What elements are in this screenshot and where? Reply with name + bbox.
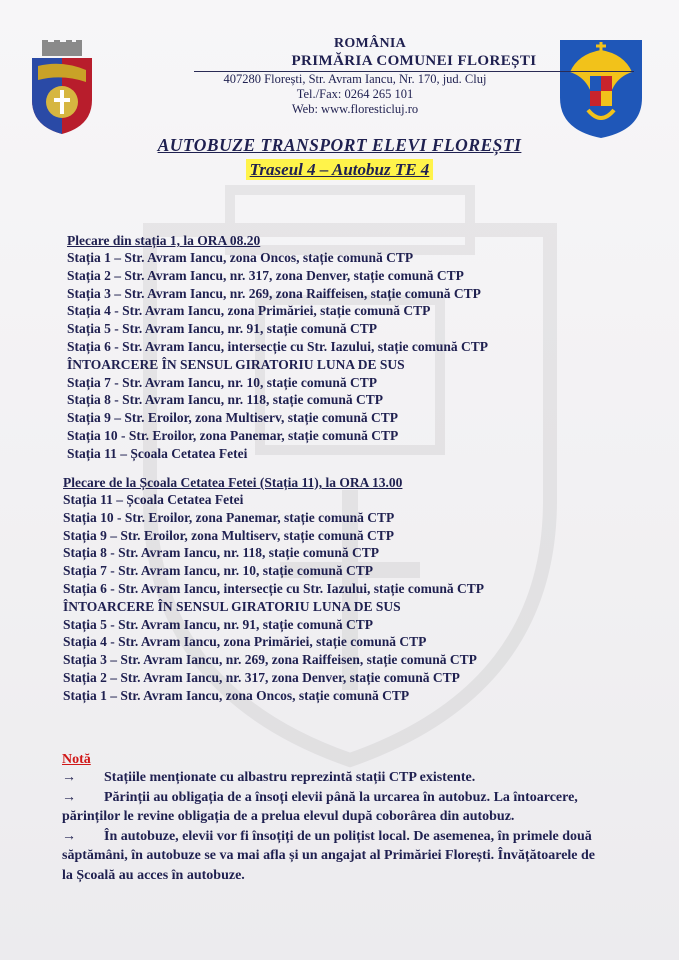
afternoon-departure-section <box>63 474 623 705</box>
letterhead-web: Web: www.floresticluj.ro <box>291 102 419 116</box>
afternoon-departure-heading: Plecare de la Școala Cetatea Fetei (Stația 11), la ORA 13.00 <box>63 475 403 490</box>
morning-departure-section <box>67 232 627 463</box>
morning-departure-heading: Plecare din stația 1, la ORA 08.20 <box>67 233 261 248</box>
notes-heading: Notă <box>62 752 91 767</box>
list-item: Stația 5 - Str. Avram Iancu, nr. 91, stație comună CTP <box>63 616 374 632</box>
list-item: Stația 7 - Str. Avram Iancu, nr. 10, stație comună CTP <box>63 563 374 579</box>
note-item <box>62 768 602 788</box>
note-item <box>62 788 602 827</box>
arrow-right-icon: → <box>62 789 76 805</box>
route-subtitle <box>0 160 679 180</box>
arrow-right-icon: → <box>62 770 76 785</box>
list-item: Stația 6 - Str. Avram Iancu, intersecție cu Str. Iazului, stație comună CTP <box>67 338 488 354</box>
list-item: Stația 4 - Str. Avram Iancu, zona Primăriei, stație comună CTP <box>67 303 431 319</box>
letterhead-institution: PRIMĂRIA COMUNEI FLOREȘTI <box>194 53 634 72</box>
list-item: Stația 9 – Str. Eroilor, zona Multiserv, stație comună CTP <box>67 410 398 426</box>
list-item: Stația 3 – Str. Avram Iancu, nr. 269, zona Raiffeisen, stație comună CTP <box>67 285 481 301</box>
afternoon-stop-list <box>63 491 623 705</box>
list-item: Stația 9 – Str. Eroilor, zona Multiserv, stație comună CTP <box>63 527 394 543</box>
document-title <box>0 135 679 156</box>
list-item: Stația 1 – Str. Avram Iancu, zona Oncos, stație comună CTP <box>67 250 414 265</box>
list-item: ÎNTOARCERE ÎN SENSUL GIRATORIU LUNA DE SUS <box>63 598 401 614</box>
letterhead-country: ROMÂNIA <box>333 36 407 51</box>
letterhead-phone: Tel./Fax: 0264 265 101 <box>296 87 414 101</box>
list-item: Stația 10 - Str. Eroilor, zona Panemar, stație comună CTP <box>63 509 395 525</box>
list-item: Stația 1 – Str. Avram Iancu, zona Oncos, stație comună CTP <box>63 687 410 703</box>
note-text: În autobuze, elevii vor fi însoțiți de un polițist local. De asemenea, în primele două săptămâni, în autobuze se va mai afla și un angajat al Primăriei Florești. Învățătoarele de la Școală au acces în autobuze. <box>62 828 596 883</box>
note-item <box>62 827 602 886</box>
list-item: Stația 11 – Școala Cetatea Fetei <box>67 445 248 461</box>
note-text: Stațiile menționate cu albastru reprezintă stații CTP existente. <box>104 770 476 785</box>
arrow-right-icon: → <box>62 828 76 844</box>
list-item: Stația 10 - Str. Eroilor, zona Panemar, stație comună CTP <box>67 427 399 443</box>
list-item: Stația 2 – Str. Avram Iancu, nr. 317, zona Denver, stație comună CTP <box>63 669 460 685</box>
list-item: Stația 8 - Str. Avram Iancu, nr. 118, stație comună CTP <box>67 392 384 408</box>
morning-stop-list <box>67 249 627 463</box>
list-item: Stația 6 - Str. Avram Iancu, intersecție cu Str. Iazului, stație comună CTP <box>63 580 484 596</box>
list-item: Stația 3 – Str. Avram Iancu, nr. 269, zona Raiffeisen, stație comună CTP <box>63 652 477 668</box>
list-item: Stația 8 - Str. Avram Iancu, nr. 118, stație comună CTP <box>63 545 380 561</box>
document-title-text: AUTOBUZE TRANSPORT ELEVI FLOREȘTI <box>157 135 522 155</box>
route-subtitle-text: Traseul 4 – Autobuz TE 4 <box>246 159 434 180</box>
romania-coat-of-arms-icon <box>558 36 644 140</box>
list-item: Stația 2 – Str. Avram Iancu, nr. 317, zona Denver, stație comună CTP <box>67 267 464 283</box>
list-item: ÎNTOARCERE ÎN SENSUL GIRATORIU LUNA DE SUS <box>67 356 405 372</box>
notes-section <box>62 751 602 885</box>
note-text: Părinții au obligația de a însoți elevii până la urcarea în autobuz. La întoarcere, părinților le revine obligația de a prelua elevul după coborârea din autobuz. <box>62 789 578 824</box>
list-item: Stația 5 - Str. Avram Iancu, nr. 91, stație comună CTP <box>67 321 378 337</box>
letterhead <box>100 36 550 117</box>
floresti-coat-of-arms-icon <box>28 40 96 136</box>
list-item: Stația 7 - Str. Avram Iancu, nr. 10, stație comună CTP <box>67 374 378 390</box>
letterhead-address: 407280 Florești, Str. Avram Iancu, Nr. 170, jud. Cluj <box>223 72 487 86</box>
list-item: Stația 4 - Str. Avram Iancu, zona Primăriei, stație comună CTP <box>63 634 427 650</box>
list-item: Stația 11 – Școala Cetatea Fetei <box>63 492 244 507</box>
